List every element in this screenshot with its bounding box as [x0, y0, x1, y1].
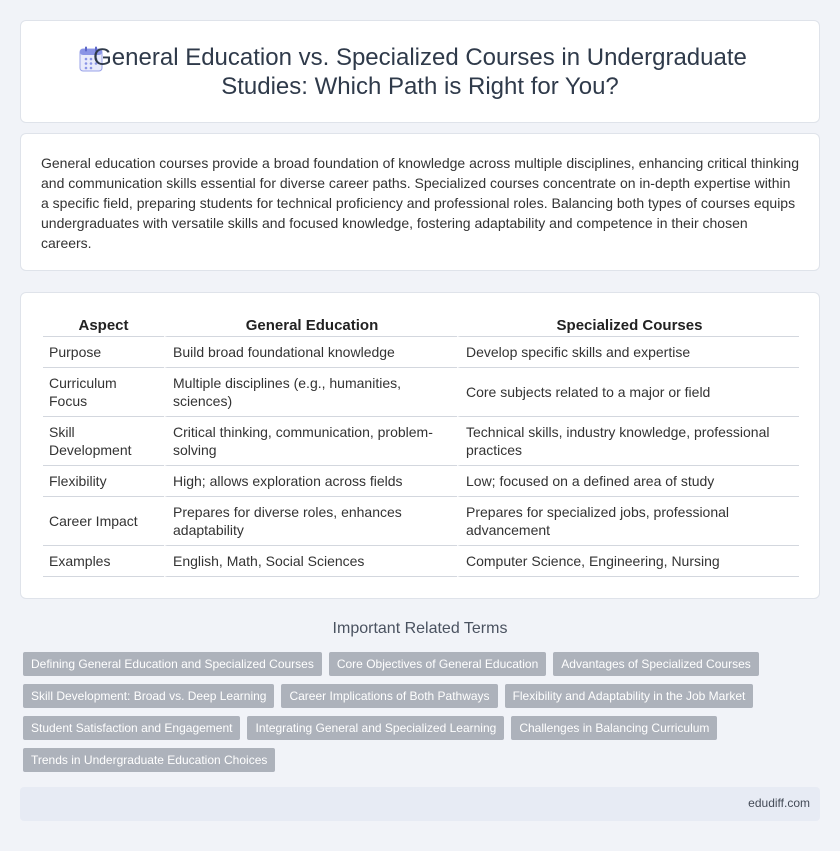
- table-cell-specialized: Computer Science, Engineering, Nursing: [457, 546, 799, 577]
- table-row: [43, 337, 799, 368]
- comparison-table: [43, 313, 799, 577]
- related-term-tag[interactable]: Student Satisfaction and Engagement: [23, 716, 240, 740]
- table-header-row: [43, 313, 799, 337]
- table-row: [43, 546, 799, 577]
- table-cell-aspect: Skill Development: [43, 417, 164, 466]
- related-term-tag[interactable]: Integrating General and Specialized Learning: [247, 716, 504, 740]
- table-cell-aspect: Purpose: [43, 337, 164, 368]
- table-cell-aspect: Career Impact: [43, 497, 164, 546]
- comparison-table-card: [20, 292, 820, 599]
- page-title: General Education vs. Specialized Courses in Undergraduate Studies: Which Path is Right for You?: [93, 43, 747, 100]
- table-cell-specialized: Technical skills, industry knowledge, professional practices: [457, 417, 799, 466]
- table-cell-specialized: Core subjects related to a major or field: [457, 368, 799, 417]
- related-term-tag[interactable]: Trends in Undergraduate Education Choices: [23, 748, 275, 772]
- intro-paragraph: General education courses provide a broad foundation of knowledge across multiple disciplines, enhancing critical thinking and communication skills essential for diverse career paths. Specialized courses concentrate on in-depth expertise within a specific field, preparing students for technical proficiency and professional roles. Balancing both types of courses equips undergraduates with versatile skills and focused knowledge, fostering adaptability and competence in their chosen careers.: [41, 155, 800, 251]
- related-term-tag[interactable]: Defining General Education and Specialized Courses: [23, 652, 322, 676]
- table-cell-aspect: Flexibility: [43, 466, 164, 497]
- related-term-tag[interactable]: Core Objectives of General Education: [329, 652, 546, 676]
- related-term-tag[interactable]: Challenges in Balancing Curriculum: [511, 716, 717, 740]
- table-row: [43, 368, 799, 417]
- column-header-general-education: General Education: [164, 313, 457, 337]
- header-card: [20, 20, 820, 123]
- column-header-aspect: Aspect: [43, 313, 164, 337]
- table-cell-general: Prepares for diverse roles, enhances adaptability: [164, 497, 457, 546]
- related-term-tag[interactable]: Advantages of Specialized Courses: [553, 652, 758, 676]
- table-cell-general: Critical thinking, communication, problem-solving: [164, 417, 457, 466]
- footer: [20, 787, 820, 821]
- related-terms-list: [23, 652, 823, 772]
- table-row: [43, 466, 799, 497]
- table-cell-general: English, Math, Social Sciences: [164, 546, 457, 577]
- footer-site-link[interactable]: edudiff.com: [748, 796, 810, 810]
- table-cell-general: High; allows exploration across fields: [164, 466, 457, 497]
- intro-card: [20, 133, 820, 271]
- table-row: [43, 417, 799, 466]
- related-terms-title: Important Related Terms: [332, 620, 508, 637]
- column-header-specialized-courses: Specialized Courses: [457, 313, 799, 337]
- table-cell-specialized: Prepares for specialized jobs, professional advancement: [457, 497, 799, 546]
- table-cell-aspect: Examples: [43, 546, 164, 577]
- table-cell-specialized: Low; focused on a defined area of study: [457, 466, 799, 497]
- table-cell-general: Multiple disciplines (e.g., humanities, sciences): [164, 368, 457, 417]
- table-row: [43, 497, 799, 546]
- table-cell-general: Build broad foundational knowledge: [164, 337, 457, 368]
- related-term-tag[interactable]: Flexibility and Adaptability in the Job Market: [505, 684, 754, 708]
- related-term-tag[interactable]: Skill Development: Broad vs. Deep Learning: [23, 684, 274, 708]
- related-term-tag[interactable]: Career Implications of Both Pathways: [281, 684, 497, 708]
- table-cell-specialized: Develop specific skills and expertise: [457, 337, 799, 368]
- table-cell-aspect: Curriculum Focus: [43, 368, 164, 417]
